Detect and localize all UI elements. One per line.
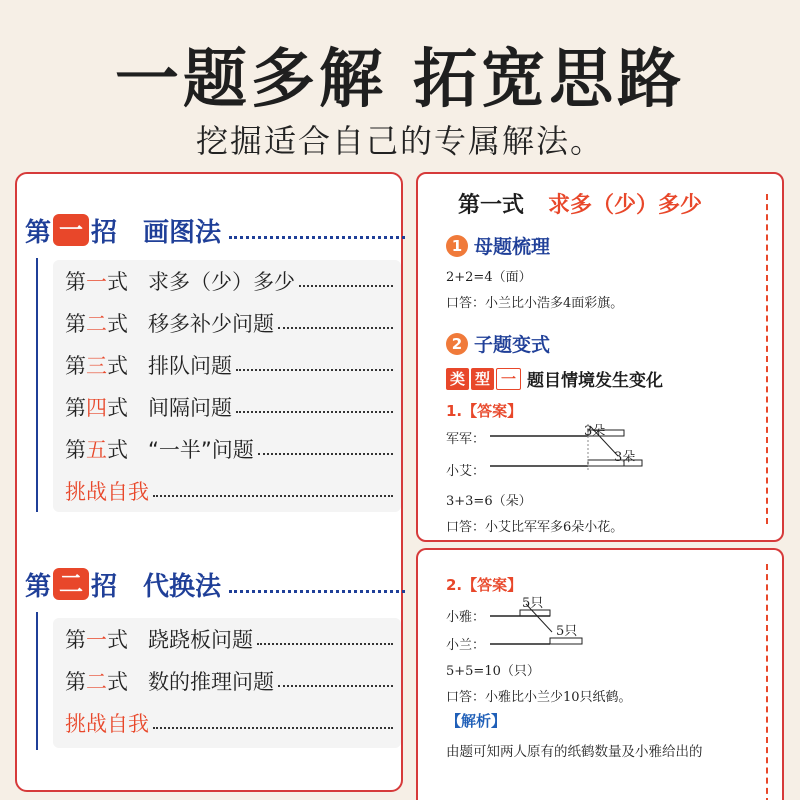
leader-dots — [153, 717, 393, 729]
list-item[interactable] — [53, 618, 401, 660]
item-suffix: 式 — [107, 396, 128, 420]
list-item[interactable] — [53, 344, 401, 386]
section-number-badge: 1 — [446, 235, 468, 257]
item-number: 二 — [86, 312, 107, 336]
page-margin-line — [766, 194, 768, 524]
item-number: 四 — [86, 396, 107, 420]
sample-page-2 — [416, 548, 784, 800]
method-name: 画图法 — [143, 217, 222, 248]
item-prefix: 第 — [65, 270, 86, 294]
item-suffix: 式 — [107, 670, 128, 694]
method-suffix: 招 — [91, 571, 118, 602]
type-tag-char: 型 — [471, 368, 494, 390]
answer-text: 口答：小雅比小兰少10只纸鹤。 — [446, 690, 632, 705]
sample-page-1 — [416, 172, 784, 542]
section-title: 母题梳理 — [474, 236, 551, 258]
row-label: 军军： — [446, 432, 486, 447]
equation-text: 5+5=10（只） — [446, 664, 540, 679]
list-item[interactable] — [53, 660, 401, 702]
method-1-list — [53, 260, 401, 512]
challenge-item[interactable] — [53, 470, 401, 512]
page-margin-line — [766, 564, 768, 800]
item-prefix: 第 — [65, 438, 86, 462]
segment-label: 5只 — [556, 624, 578, 639]
section-1-heading — [446, 232, 550, 259]
row-label: 小雅： — [446, 610, 486, 625]
page-title — [458, 188, 702, 219]
list-item[interactable] — [53, 260, 401, 302]
leader-dots — [258, 443, 393, 455]
leader-dots — [229, 576, 405, 593]
type-tag — [446, 366, 663, 391]
equation-text: 3+3=6（朵） — [446, 494, 532, 509]
section-title: 子题变式 — [474, 334, 551, 356]
item-number: 五 — [86, 438, 107, 462]
item-suffix: 式 — [107, 312, 128, 336]
segment-label: 3朵 — [584, 424, 606, 439]
method-2-heading[interactable] — [25, 564, 405, 604]
item-title: 求多（少）多少 — [148, 270, 295, 294]
equation-text: 2+2=4（面） — [446, 270, 532, 285]
item-title: 跷跷板问题 — [148, 628, 253, 652]
method-number: 二 — [53, 568, 89, 600]
challenge-label: 挑战自我 — [65, 712, 149, 736]
challenge-label: 挑战自我 — [65, 480, 149, 504]
method-number: 一 — [53, 214, 89, 246]
answer-label: 2.【答案】 — [446, 576, 523, 594]
row-label: 小艾： — [446, 464, 486, 479]
item-suffix: 式 — [107, 438, 128, 462]
answer-text: 口答：小兰比小浩多4面彩旗。 — [446, 296, 624, 311]
item-title: 数的推理问题 — [148, 670, 274, 694]
subline: 挖掘适合自己的专属解法。 — [195, 122, 604, 160]
type-tag-char: 类 — [446, 368, 469, 390]
row-label: 小兰： — [446, 638, 486, 653]
item-prefix: 第 — [65, 312, 86, 336]
method-2-bracket-line — [36, 612, 38, 750]
item-title: “一半”问题 — [148, 438, 254, 462]
type-tag-number: 一 — [496, 368, 521, 390]
method-suffix: 招 — [91, 217, 118, 248]
contents-card — [15, 172, 403, 792]
bar-diagram-2 — [490, 594, 610, 654]
analysis-text: 由题可知两人原有的纸鹤数量及小雅给出的 — [446, 744, 703, 760]
item-number: 一 — [86, 628, 107, 652]
leader-dots — [229, 222, 405, 239]
item-prefix: 第 — [65, 354, 86, 378]
list-item[interactable] — [53, 428, 401, 470]
item-prefix: 第 — [65, 396, 86, 420]
method-name: 代换法 — [143, 571, 222, 602]
leader-dots — [153, 485, 393, 497]
leader-dots — [257, 633, 393, 645]
method-prefix: 第 — [25, 217, 52, 248]
type-title: 题目情境发生变化 — [527, 371, 664, 391]
item-number: 一 — [86, 270, 107, 294]
leader-dots — [299, 275, 393, 287]
leader-dots — [236, 359, 393, 371]
item-number: 三 — [86, 354, 107, 378]
item-title: 排队问题 — [148, 354, 232, 378]
challenge-item[interactable] — [53, 702, 401, 744]
section-number-badge: 2 — [446, 333, 468, 355]
item-suffix: 式 — [107, 628, 128, 652]
segment-label: 3朵 — [614, 450, 636, 465]
method-prefix: 第 — [25, 571, 52, 602]
item-prefix: 第 — [65, 628, 86, 652]
method-1-bracket-line — [36, 258, 38, 512]
item-suffix: 式 — [107, 270, 128, 294]
leader-dots — [278, 675, 393, 687]
item-title: 间隔问题 — [148, 396, 232, 420]
method-2-list — [53, 618, 401, 748]
page-title-topic: 求多（少）多少 — [548, 193, 703, 218]
list-item[interactable] — [53, 302, 401, 344]
answer-text: 口答：小艾比军军多6朵小花。 — [446, 520, 624, 535]
list-item[interactable] — [53, 386, 401, 428]
leader-dots — [278, 317, 393, 329]
item-prefix: 第 — [65, 670, 86, 694]
answer-label: 1.【答案】 — [446, 402, 523, 420]
item-suffix: 式 — [107, 354, 128, 378]
segment-label: 5只 — [522, 596, 544, 611]
page-title-form: 第一式 — [458, 193, 525, 218]
section-2-heading — [446, 330, 550, 357]
headline: 一题多解 拓宽思路 — [114, 43, 686, 117]
leader-dots — [236, 401, 393, 413]
analysis-label: 【解析】 — [446, 712, 507, 730]
item-number: 二 — [86, 670, 107, 694]
item-title: 移多补少问题 — [148, 312, 274, 336]
method-1-heading[interactable] — [25, 210, 405, 250]
